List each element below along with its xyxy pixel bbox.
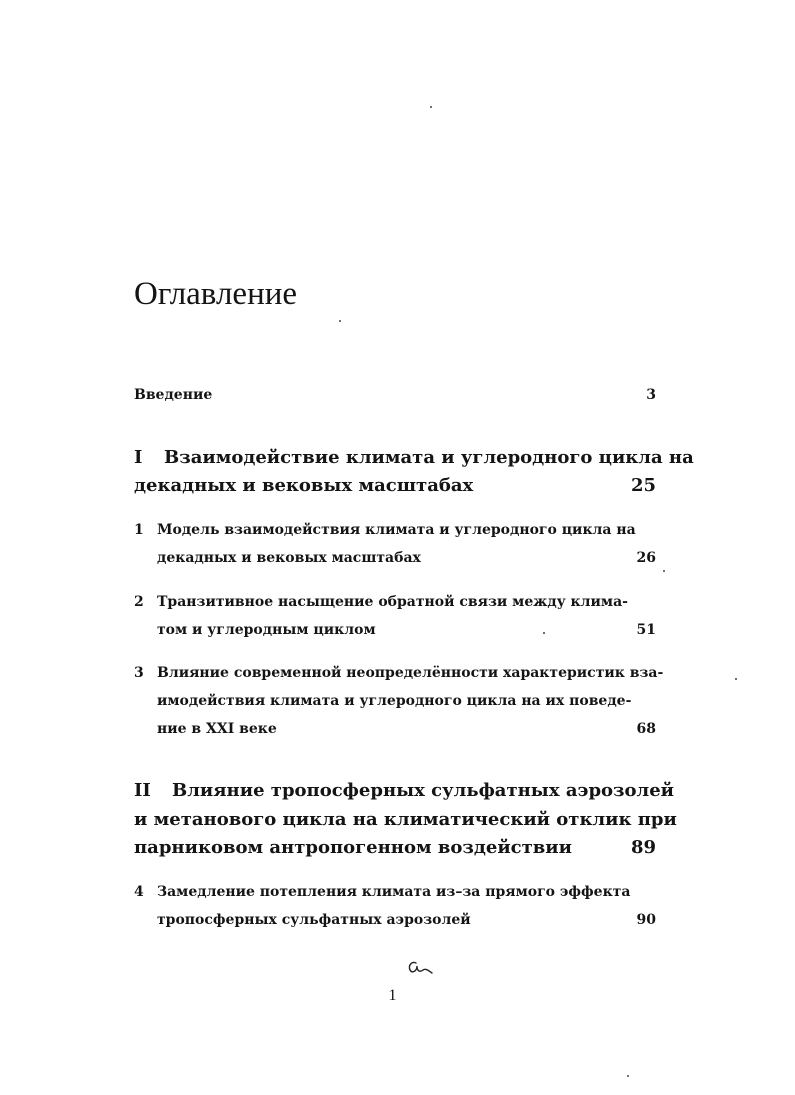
handwritten-mark <box>405 955 435 977</box>
toc-page-number: 3 <box>646 387 656 403</box>
toc-part-1-line2 <box>134 474 656 498</box>
scan-speck <box>543 632 545 634</box>
scan-speck <box>430 106 432 108</box>
chapter-number: 4 <box>134 884 144 900</box>
page-number: 1 <box>388 987 397 1004</box>
scan-speck <box>627 1075 629 1077</box>
chapter-title-cont: том и углеродным циклом <box>157 622 376 638</box>
chapter-title: Транзитивное насыщение обратной связи между клима- <box>157 594 628 610</box>
toc-chapter-3-line2 <box>157 691 656 711</box>
chapter-number: 1 <box>134 522 144 538</box>
toc-part-2-line1 <box>134 779 675 803</box>
toc-page-number: 90 <box>636 912 656 928</box>
chapter-title-cont: имодействия климата и углеродного цикла на их поведе- <box>157 693 632 709</box>
chapter-number: 3 <box>134 665 144 681</box>
part-title-cont: парниковом антропогенном воздействии <box>134 837 572 858</box>
toc-chapter-1-line2 <box>157 548 656 568</box>
toc-part-2-line2 <box>134 808 677 832</box>
chapter-title: Влияние современной неопределённости характеристик вза- <box>157 665 664 681</box>
chapter-title: Замедление потепления климата из–за прямого эффекта <box>157 884 631 900</box>
part-title: Взаимодействие климата и углеродного цикла на <box>164 447 694 468</box>
chapter-title-cont: декадных и вековых масштабах <box>157 550 421 566</box>
toc-chapter-2-line1 <box>134 592 656 612</box>
chapter-title-cont: тропосферных сульфатных аэрозолей <box>157 912 471 928</box>
toc-entry-label: Введение <box>134 387 213 403</box>
part-title-cont: декадных и вековых масштабах <box>134 475 474 496</box>
toc-chapter-3-line1 <box>134 663 664 683</box>
chapter-title-cont: ние в XXI веке <box>157 721 277 737</box>
toc-chapter-4-line2 <box>157 910 656 930</box>
toc-chapter-3-line3 <box>157 719 656 739</box>
scan-speck <box>339 320 341 322</box>
chapter-title: Модель взаимодействия климата и углеродного цикла на <box>157 522 636 538</box>
toc-chapter-4-line1 <box>134 882 656 902</box>
scan-speck <box>735 678 737 680</box>
toc-page-number: 51 <box>636 622 656 638</box>
part-title: Влияние тропосферных сульфатных аэрозолей <box>172 780 675 801</box>
toc-chapter-1-line1 <box>134 520 656 540</box>
toc-entry-intro <box>134 385 656 405</box>
toc-page-number: 89 <box>630 837 656 858</box>
toc-page-number: 25 <box>630 475 656 496</box>
part-title-cont: и метанового цикла на климатический отклик при <box>134 809 677 830</box>
scan-speck <box>663 570 665 572</box>
toc-part-2-line3 <box>134 836 656 860</box>
part-number: II <box>134 780 151 801</box>
toc-page-number: 68 <box>636 721 656 737</box>
toc-page-number: 26 <box>636 550 656 566</box>
toc-part-1-line1 <box>134 446 694 470</box>
toc-chapter-2-line2 <box>157 620 656 640</box>
page-title: Оглавление <box>134 276 298 312</box>
part-number: I <box>134 447 143 468</box>
chapter-number: 2 <box>134 594 144 610</box>
